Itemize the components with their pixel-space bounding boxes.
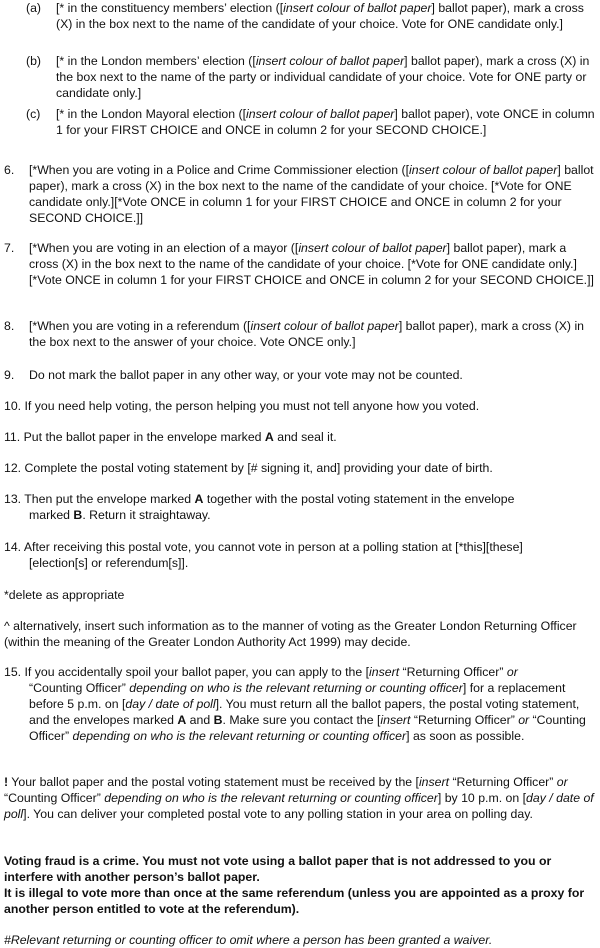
instruction-6 [4, 162, 596, 226]
text-run: . Return it straightaway. [82, 508, 211, 522]
instruction-7 [4, 240, 596, 288]
italic-run: insert [418, 775, 450, 789]
text-run: “Returning Officer” [449, 775, 554, 789]
text-run: ] ballot paper), mark a cross (X) in the box next to the name of the candidate of your choice. [*Vote for ONE candidate only.][*Vote ONCE in column 1 for your FIRST CHOICE and ONCE in column 2 for your SECOND CHOICE.]] [29, 241, 594, 287]
envelope-letter: A [194, 492, 204, 506]
sub-item-a [26, 0, 596, 32]
italic-run: insert colour of ballot paper [409, 163, 558, 177]
sub-item-c [26, 106, 596, 138]
text-run: ] ballot paper), mark a cross (X) in the box next to the name of the candidate of your choice. [*Vote for ONE candidate only.][*Vote ONCE in column 1 for your FIRST CHOICE and ONCE in column 2 for your SECOND CHOICE.]] [29, 163, 594, 225]
instruction-12: 12. Complete the postal voting statement by [# signing it, and] providing your date of birth. [4, 461, 493, 475]
text-run: Your ballot paper and the postal voting statement must be received by the [ [8, 775, 419, 789]
italic-run: insert colour of ballot paper [298, 241, 447, 255]
fraud-warning: Voting fraud is a crime. You must not vote using a ballot paper that is not addressed to you or interfere with another person’s ballot paper. [4, 854, 552, 884]
item-number: 7. [4, 241, 15, 255]
envelope-letter: B [213, 713, 223, 727]
italic-run: or [553, 775, 568, 789]
deadline-warning [4, 774, 596, 822]
text-run: “Returning Officer” [410, 713, 519, 727]
text-run: “Counting Officer” [4, 791, 105, 805]
text-run: [*When you are voting in a Police and Crime Commissioner election ([ [29, 163, 410, 177]
text-run: ] ballot paper), mark a cross (X) in the box next to the answer of your choice. Vote ONCE only.] [29, 319, 585, 349]
text-run: . Make sure you contact the [ [222, 713, 381, 727]
sub-item-b [26, 53, 596, 101]
instruction-10: 10. If you need help voting, the person helping you must not tell anyone how you voted. [4, 399, 480, 413]
text-run: marked [29, 508, 74, 522]
text-run: “Counting Officer” [29, 713, 586, 743]
text-run: [* in the London Mayoral election ([ [56, 107, 247, 121]
italic-run: day / date of poll [4, 791, 594, 821]
text-run: ]. You must return all the ballot papers, the postal voting statement, and the envelopes marked [29, 697, 580, 727]
text-run: ] as soon as possible. [406, 729, 525, 743]
envelope-letter: B [73, 508, 83, 522]
text-run: and seal it. [273, 430, 337, 444]
sub-item-text [56, 0, 596, 32]
text-run: ] ballot paper), mark a cross (X) in the box next to the name of the candidate of your choice. Vote for ONE candidate only.] [56, 1, 584, 31]
delete-note: *delete as appropriate [4, 588, 125, 602]
item-number: 9. [4, 368, 15, 382]
item-text [29, 162, 596, 226]
italic-run: or [503, 665, 518, 679]
italic-run: #Relevant returning or counting officer to omit where a person has been granted a waiver. [4, 933, 493, 947]
sub-item-text [56, 53, 596, 101]
text-run: “Counting Officer” [29, 681, 130, 695]
hang-rest [29, 507, 596, 523]
instruction-14 [4, 539, 596, 571]
item-number: 6. [4, 163, 15, 177]
text-run: ] ballot paper), vote ONCE in column 1 for your FIRST CHOICE and ONCE in column 2 for your SECOND CHOICE.] [56, 107, 595, 137]
text-run: ] for a replacement before 5 p.m. on [ [29, 681, 566, 711]
multiple-vote-warning: It is illegal to vote more than once at the same referendum (unless you are appointed as a proxy for another person entitled to vote at the referendum). [4, 886, 585, 916]
exclamation-icon: ! [4, 775, 9, 789]
hang-first-line [4, 491, 596, 507]
envelope-letter: A [264, 430, 274, 444]
envelope-letter: A [177, 713, 187, 727]
text-run: [*When you are voting in an election of a mayor ([ [29, 241, 299, 255]
sub-item-text [56, 106, 596, 138]
italic-run: depending on who is the relevant returning or counting officer [72, 729, 407, 743]
instruction-15 [4, 664, 596, 744]
italic-run: insert colour of ballot paper [250, 319, 399, 333]
alternative-note: ^ alternatively, insert such information as to the manner of voting as the Greater London Returning Officer (within the meaning of the Greater London Authority Act 1999) may decide. [4, 619, 577, 649]
text-run: ] by 10 p.m. on [ [437, 791, 527, 805]
instruction-11 [4, 429, 596, 445]
text-run: ] ballot paper), mark a cross (X) in the box next to the name of the party or individual candidate of your choice. Vote for ONE party or candidate only.] [56, 54, 590, 100]
text-run: together with the postal voting statement in the envelope [203, 492, 515, 506]
text-run: 11. Put the ballot paper in the envelope marked [4, 430, 265, 444]
hang-rest [29, 680, 596, 744]
italic-run: or [518, 713, 530, 727]
italic-run: insert colour of ballot paper [246, 107, 395, 121]
hang-first-line: 14. After receiving this postal vote, you cannot vote in person at a polling station at [*this][these] [4, 540, 523, 554]
italic-run: depending on who is the relevant returning or counting officer [104, 791, 438, 805]
italic-run: insert colour of ballot paper [255, 54, 405, 68]
text-run: 13. Then put the envelope marked [4, 492, 195, 506]
text-run: 15. If you accidentally spoil your ballot paper, you can apply to the [ [4, 665, 370, 679]
instruction-8 [4, 318, 596, 350]
sub-item-label: (a) [26, 1, 42, 15]
sub-item-label: (c) [26, 107, 41, 121]
text-run: [* in the London members’ election ([ [56, 54, 256, 68]
text-run: “Returning Officer” [399, 665, 504, 679]
italic-run: insert colour of ballot paper [283, 1, 432, 15]
sub-item-label: (b) [26, 54, 42, 68]
hang-rest: [election[s] or referendum[s]]. [29, 556, 189, 570]
item-text [29, 318, 596, 350]
italic-run: insert [369, 665, 400, 679]
item-text [29, 240, 596, 288]
italic-run: depending on who is the relevant returning or counting officer [129, 681, 463, 695]
hang-first-line [4, 664, 596, 680]
waiver-footnote [4, 932, 596, 948]
instruction-13 [4, 491, 596, 523]
item-number: 8. [4, 319, 15, 333]
text-run: ]. You can deliver your completed postal vote to any polling station in your area on polling day. [23, 807, 533, 821]
italic-run: day / date of poll [125, 697, 216, 711]
text-run: [* in the constituency members’ election ([ [56, 1, 284, 15]
instruction-9 [4, 367, 596, 383]
item-text: Do not mark the ballot paper in any other way, or your vote may not be counted. [29, 368, 463, 382]
italic-run: insert [380, 713, 411, 727]
text-run: [*When you are voting in a referendum ([ [29, 319, 251, 333]
text-run: and [186, 713, 214, 727]
